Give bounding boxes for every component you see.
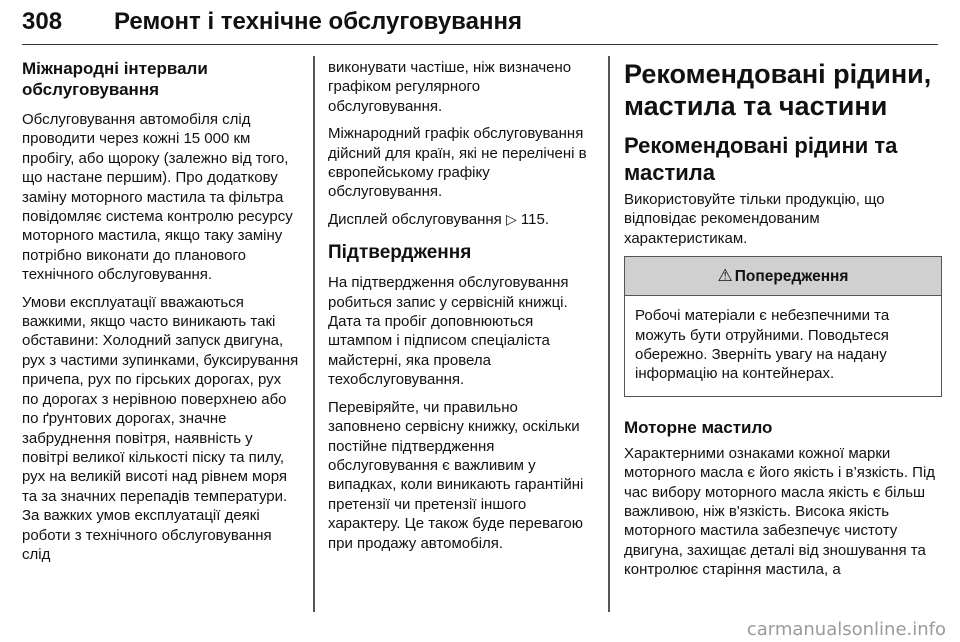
paragraph: виконувати частіше, ніж визначено графіком регулярного обслуговування.	[328, 59, 572, 115]
section-heading-intervals: Міжнародні інтервали обслуговування	[22, 59, 208, 99]
section-heading-confirmation: Підтвердження	[328, 242, 472, 264]
column-left	[22, 58, 300, 618]
paragraph: Використовуйте тільки продукцію, що відповідає рекомендованим характеристикам.	[624, 191, 885, 247]
column-middle	[328, 58, 594, 618]
chapter-section-title: Рекомендовані рідини, мастила та частини	[624, 59, 932, 121]
warning-body	[625, 296, 941, 396]
watermark: carmanualsonline.info	[746, 619, 946, 640]
page-header	[22, 6, 938, 45]
column-divider	[313, 56, 315, 612]
chapter-title: Ремонт і технічне обслуговування	[114, 8, 522, 35]
page-number: 308	[22, 8, 63, 35]
section-subtitle: Рекомендовані рідини та мастила	[624, 133, 898, 185]
paragraph: Обслуговування автомобіля слід проводити через кожні 15 000 км пробігу, або щороку (залежно від того, що настане першим). Про додаткову заміну моторного мастила та фільтра повідомляє система контролю ресурсу моторного мастила, якщо таку заміну потрібно виконати до планового технічного обслуговування.	[22, 111, 293, 284]
warning-title: Попередження	[734, 268, 849, 286]
cross-reference	[328, 210, 594, 229]
column-right	[624, 58, 942, 618]
paragraph: Міжнародний графік обслуговування дійсний для країн, які не перелічені в європейському графіку обслуговування.	[328, 125, 587, 201]
paragraph: Характерними ознаками кожної марки моторного масла є його якість і в’язкість. Під час вибору моторного масла якість є більш важливою, ніж в'язкість. Висока якість моторного мастила забезпечує чистоту двигуна, захищає деталі від зношування та контролює старіння мастила, а	[624, 444, 936, 579]
warning-box	[624, 256, 942, 397]
section-heading-engine-oil: Моторне мастило	[624, 417, 773, 437]
paragraph: На підтвердження обслуговування робиться запис у сервісній книжці. Дата та пробіг доповнюються штампом і підписом спеціаліста майстерні, яка провела техобслуговування.	[328, 274, 569, 389]
column-divider	[608, 56, 610, 612]
paragraph: Умови експлуатації вважаються важкими, якщо часто виникають такі обставини: Холодний запуск двигуна, рух з частими зупинками, буксирування причепа, рух по гірських дорогах, рух по дорогах з нерівною поверхнею або по ґрунтових дорогах, значне забруднення повітря, наявність у повітрі великої кількості піску та пилу, рух на великій висоті над рівнем моря та за значних перепадів температури. За важких умов експлуатації деякі роботи з технічного обслуговування слід	[22, 293, 299, 563]
warning-header	[625, 257, 941, 296]
paragraph: Перевіряйте, чи правильно заповнено сервісну книжку, оскільки постійне підтвердження обслуговування є важливим у випадках, коли виникають гарантійні претензії чи претензії іншого характеру. Це також буде перевагою при продажу автомобіля.	[328, 398, 584, 552]
cross-reference-page: 115.	[520, 210, 549, 228]
page-ref-arrow-icon: ▷	[505, 210, 517, 227]
cross-reference-text: Дисплей обслуговування	[328, 210, 502, 228]
warning-triangle-icon: ⚠	[717, 266, 733, 286]
warning-text: Робочі матеріали є небезпечними та можуть бути отруйними. Поводьтеся обережно. Зверніть увагу на надану інформацію на контейнерах.	[635, 307, 890, 383]
